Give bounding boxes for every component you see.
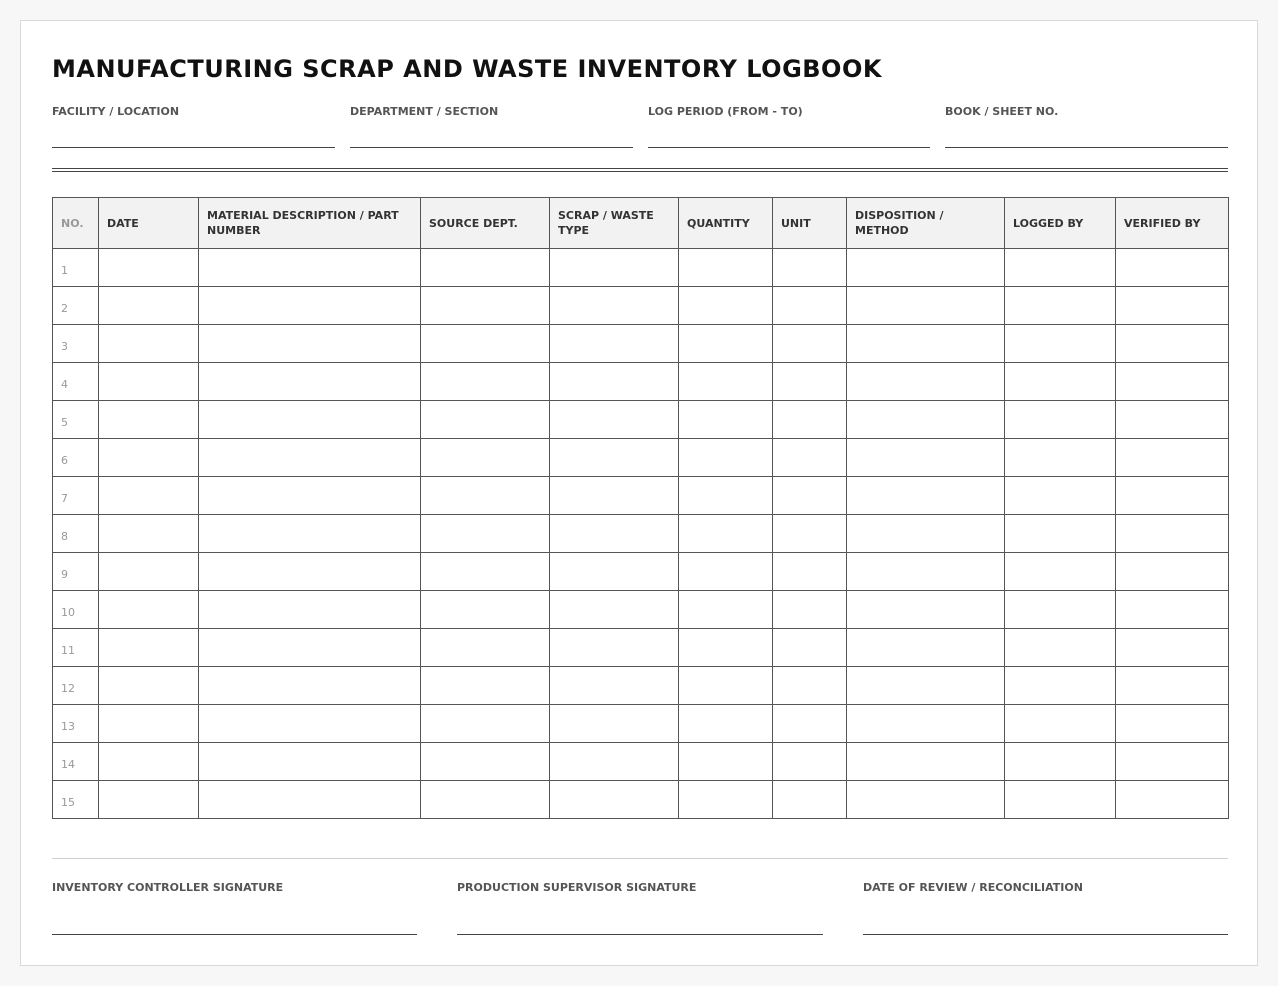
material-description-cell[interactable] [199, 515, 421, 553]
source-dept-cell[interactable] [421, 667, 550, 705]
disposition-method-cell[interactable] [847, 287, 1005, 325]
table-row [53, 667, 1229, 705]
verified-by-cell[interactable] [1116, 781, 1229, 819]
page-title: MANUFACTURING SCRAP AND WASTE INVENTORY LOGBOOK [52, 55, 882, 83]
verified-by-cell[interactable] [1116, 705, 1229, 743]
source-dept-cell[interactable] [421, 401, 550, 439]
source-dept-cell[interactable] [421, 705, 550, 743]
table-row [53, 249, 1229, 287]
unit-cell[interactable] [773, 629, 847, 667]
material-description-cell[interactable] [199, 591, 421, 629]
disposition-method-cell[interactable] [847, 363, 1005, 401]
row-number: 3 [53, 325, 99, 363]
scrap-waste-type-cell[interactable] [550, 667, 679, 705]
verified-by-cell[interactable] [1116, 591, 1229, 629]
footer-divider [52, 858, 1228, 859]
scrap-waste-type-cell[interactable] [550, 591, 679, 629]
unit-cell[interactable] [773, 249, 847, 287]
logged-by-cell[interactable] [1005, 591, 1116, 629]
header-double-rule [52, 168, 1228, 172]
date-cell[interactable] [99, 629, 199, 667]
material-description-cell[interactable] [199, 781, 421, 819]
date-cell[interactable] [99, 743, 199, 781]
row-number: 1 [53, 249, 99, 287]
scrap-waste-type-cell[interactable] [550, 629, 679, 667]
unit-cell[interactable] [773, 439, 847, 477]
date-cell[interactable] [99, 553, 199, 591]
date-cell[interactable] [99, 287, 199, 325]
material-description-cell[interactable] [199, 743, 421, 781]
facility-location-label: FACILITY / LOCATION [52, 105, 180, 118]
table-row [53, 401, 1229, 439]
source-dept-cell[interactable] [421, 287, 550, 325]
date-of-review-field[interactable] [863, 934, 1228, 935]
column-header-verified-by: VERIFIED BY [1116, 198, 1229, 249]
logged-by-cell[interactable] [1005, 249, 1116, 287]
department-section-field[interactable] [350, 147, 633, 148]
unit-cell[interactable] [773, 781, 847, 819]
row-number: 12 [53, 667, 99, 705]
material-description-cell[interactable] [199, 629, 421, 667]
quantity-cell[interactable] [679, 515, 773, 553]
row-number: 11 [53, 629, 99, 667]
verified-by-cell[interactable] [1116, 249, 1229, 287]
date-cell[interactable] [99, 401, 199, 439]
table-row [53, 705, 1229, 743]
date-cell[interactable] [99, 591, 199, 629]
scrap-waste-type-cell[interactable] [550, 287, 679, 325]
logbook-sheet [20, 20, 1258, 966]
verified-by-cell[interactable] [1116, 325, 1229, 363]
inventory-controller-signature-label: INVENTORY CONTROLLER SIGNATURE [52, 881, 284, 894]
log-table [52, 197, 1229, 819]
scrap-waste-type-cell[interactable] [550, 363, 679, 401]
row-number: 9 [53, 553, 99, 591]
table-row [53, 515, 1229, 553]
disposition-method-cell[interactable] [847, 325, 1005, 363]
column-header-scrap-waste-type: SCRAP / WASTE TYPE [550, 198, 679, 249]
disposition-method-cell[interactable] [847, 667, 1005, 705]
date-cell[interactable] [99, 363, 199, 401]
disposition-method-cell[interactable] [847, 781, 1005, 819]
quantity-cell[interactable] [679, 325, 773, 363]
scrap-waste-type-cell[interactable] [550, 705, 679, 743]
log-table-body [53, 249, 1229, 819]
verified-by-cell[interactable] [1116, 629, 1229, 667]
verified-by-cell[interactable] [1116, 287, 1229, 325]
logged-by-cell[interactable] [1005, 553, 1116, 591]
unit-cell[interactable] [773, 591, 847, 629]
quantity-cell[interactable] [679, 287, 773, 325]
log-period-field[interactable] [648, 147, 930, 148]
source-dept-cell[interactable] [421, 249, 550, 287]
quantity-cell[interactable] [679, 363, 773, 401]
material-description-cell[interactable] [199, 325, 421, 363]
column-header-quantity: QUANTITY [679, 198, 773, 249]
material-description-cell[interactable] [199, 705, 421, 743]
verified-by-cell[interactable] [1116, 477, 1229, 515]
scrap-waste-type-cell[interactable] [550, 781, 679, 819]
quantity-cell[interactable] [679, 439, 773, 477]
disposition-method-cell[interactable] [847, 477, 1005, 515]
column-header-date: DATE [99, 198, 199, 249]
logged-by-cell[interactable] [1005, 705, 1116, 743]
table-row [53, 325, 1229, 363]
quantity-cell[interactable] [679, 705, 773, 743]
log-period-label: LOG PERIOD (FROM - TO) [648, 105, 803, 118]
material-description-cell[interactable] [199, 287, 421, 325]
unit-cell[interactable] [773, 705, 847, 743]
material-description-cell[interactable] [199, 667, 421, 705]
source-dept-cell[interactable] [421, 363, 550, 401]
logged-by-cell[interactable] [1005, 439, 1116, 477]
table-row [53, 743, 1229, 781]
source-dept-cell[interactable] [421, 591, 550, 629]
date-cell[interactable] [99, 781, 199, 819]
column-header-material-description: MATERIAL DESCRIPTION / PART NUMBER [199, 198, 421, 249]
disposition-method-cell[interactable] [847, 249, 1005, 287]
disposition-method-cell[interactable] [847, 553, 1005, 591]
verified-by-cell[interactable] [1116, 553, 1229, 591]
scrap-waste-type-cell[interactable] [550, 401, 679, 439]
quantity-cell[interactable] [679, 553, 773, 591]
row-number: 5 [53, 401, 99, 439]
verified-by-cell[interactable] [1116, 667, 1229, 705]
disposition-method-cell[interactable] [847, 705, 1005, 743]
material-description-cell[interactable] [199, 439, 421, 477]
scrap-waste-type-cell[interactable] [550, 439, 679, 477]
unit-cell[interactable] [773, 363, 847, 401]
date-cell[interactable] [99, 667, 199, 705]
column-header-no: NO. [53, 198, 99, 249]
unit-cell[interactable] [773, 325, 847, 363]
department-section-label: DEPARTMENT / SECTION [350, 105, 499, 118]
row-number: 6 [53, 439, 99, 477]
unit-cell[interactable] [773, 401, 847, 439]
logged-by-cell[interactable] [1005, 743, 1116, 781]
logged-by-cell[interactable] [1005, 515, 1116, 553]
production-supervisor-signature-label: PRODUCTION SUPERVISOR SIGNATURE [457, 881, 697, 894]
material-description-cell[interactable] [199, 553, 421, 591]
scrap-waste-type-cell[interactable] [550, 553, 679, 591]
inventory-controller-signature-field[interactable] [52, 934, 417, 935]
quantity-cell[interactable] [679, 667, 773, 705]
book-sheet-no-field[interactable] [945, 147, 1228, 148]
logged-by-cell[interactable] [1005, 629, 1116, 667]
table-row [53, 287, 1229, 325]
logged-by-cell[interactable] [1005, 287, 1116, 325]
unit-cell[interactable] [773, 743, 847, 781]
logged-by-cell[interactable] [1005, 781, 1116, 819]
verified-by-cell[interactable] [1116, 401, 1229, 439]
logged-by-cell[interactable] [1005, 363, 1116, 401]
disposition-method-cell[interactable] [847, 591, 1005, 629]
facility-location-field[interactable] [52, 147, 335, 148]
row-number: 13 [53, 705, 99, 743]
table-row [53, 439, 1229, 477]
date-cell[interactable] [99, 439, 199, 477]
quantity-cell[interactable] [679, 477, 773, 515]
logged-by-cell[interactable] [1005, 401, 1116, 439]
column-header-unit: UNIT [773, 198, 847, 249]
date-of-review-label: DATE OF REVIEW / RECONCILIATION [863, 881, 1083, 894]
quantity-cell[interactable] [679, 743, 773, 781]
table-row [53, 591, 1229, 629]
verified-by-cell[interactable] [1116, 743, 1229, 781]
material-description-cell[interactable] [199, 401, 421, 439]
table-row [53, 629, 1229, 667]
production-supervisor-signature-field[interactable] [457, 934, 823, 935]
quantity-cell[interactable] [679, 781, 773, 819]
row-number: 15 [53, 781, 99, 819]
quantity-cell[interactable] [679, 629, 773, 667]
row-number: 4 [53, 363, 99, 401]
table-header-row [53, 198, 1229, 249]
disposition-method-cell[interactable] [847, 743, 1005, 781]
quantity-cell[interactable] [679, 401, 773, 439]
scrap-waste-type-cell[interactable] [550, 515, 679, 553]
disposition-method-cell[interactable] [847, 401, 1005, 439]
disposition-method-cell[interactable] [847, 439, 1005, 477]
source-dept-cell[interactable] [421, 325, 550, 363]
column-header-logged-by: LOGGED BY [1005, 198, 1116, 249]
disposition-method-cell[interactable] [847, 515, 1005, 553]
logged-by-cell[interactable] [1005, 325, 1116, 363]
unit-cell[interactable] [773, 287, 847, 325]
book-sheet-no-label: BOOK / SHEET NO. [945, 105, 1059, 118]
row-number: 8 [53, 515, 99, 553]
logged-by-cell[interactable] [1005, 667, 1116, 705]
table-row [53, 477, 1229, 515]
scrap-waste-type-cell[interactable] [550, 249, 679, 287]
source-dept-cell[interactable] [421, 629, 550, 667]
source-dept-cell[interactable] [421, 553, 550, 591]
table-row [53, 781, 1229, 819]
material-description-cell[interactable] [199, 477, 421, 515]
quantity-cell[interactable] [679, 249, 773, 287]
source-dept-cell[interactable] [421, 515, 550, 553]
scrap-waste-type-cell[interactable] [550, 743, 679, 781]
quantity-cell[interactable] [679, 591, 773, 629]
row-number: 14 [53, 743, 99, 781]
source-dept-cell[interactable] [421, 743, 550, 781]
table-row [53, 363, 1229, 401]
unit-cell[interactable] [773, 667, 847, 705]
column-header-source-dept: SOURCE DEPT. [421, 198, 550, 249]
date-cell[interactable] [99, 325, 199, 363]
unit-cell[interactable] [773, 553, 847, 591]
column-header-disposition-method: DISPOSITION / METHOD [847, 198, 1005, 249]
source-dept-cell[interactable] [421, 781, 550, 819]
date-cell[interactable] [99, 515, 199, 553]
material-description-cell[interactable] [199, 363, 421, 401]
scrap-waste-type-cell[interactable] [550, 325, 679, 363]
logged-by-cell[interactable] [1005, 477, 1116, 515]
row-number: 7 [53, 477, 99, 515]
verified-by-cell[interactable] [1116, 439, 1229, 477]
date-cell[interactable] [99, 477, 199, 515]
row-number: 10 [53, 591, 99, 629]
source-dept-cell[interactable] [421, 439, 550, 477]
verified-by-cell[interactable] [1116, 515, 1229, 553]
source-dept-cell[interactable] [421, 477, 550, 515]
verified-by-cell[interactable] [1116, 363, 1229, 401]
table-row [53, 553, 1229, 591]
date-cell[interactable] [99, 705, 199, 743]
unit-cell[interactable] [773, 515, 847, 553]
unit-cell[interactable] [773, 477, 847, 515]
row-number: 2 [53, 287, 99, 325]
disposition-method-cell[interactable] [847, 629, 1005, 667]
material-description-cell[interactable] [199, 249, 421, 287]
date-cell[interactable] [99, 249, 199, 287]
scrap-waste-type-cell[interactable] [550, 477, 679, 515]
